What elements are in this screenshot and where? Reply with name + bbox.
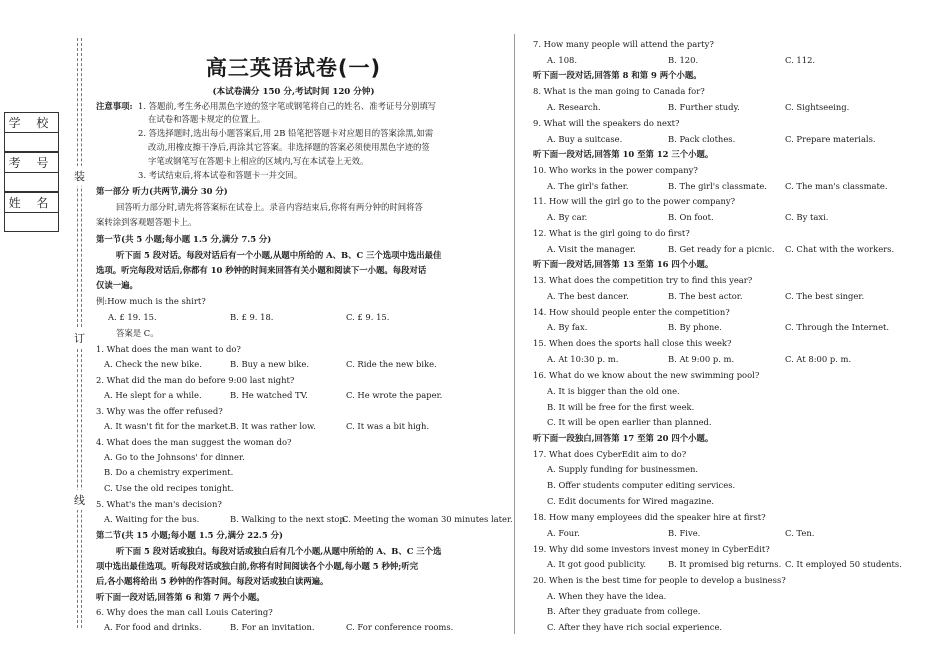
notes-item: 2. 答选择题时,选出每小题答案后,用 2B 铅笔把答题卡对应题目的答案涂黑,如需 [138, 128, 434, 138]
option: B. Five. [668, 528, 701, 538]
option: A. Visit the manager. [547, 244, 636, 254]
section2-instruction: 项中选出最佳选项。听每段对话或独白前,你将有时间阅读各个小题,每小题 5 秒钟;听完 [96, 561, 419, 571]
option: A. Supply funding for businessmen. [547, 464, 699, 474]
example-option: A. £ 19. 15. [108, 312, 157, 322]
option: B. Get ready for a picnic. [668, 244, 775, 254]
option: A. For food and drinks. [104, 622, 202, 632]
exam-number-label: 考 号 [5, 153, 58, 173]
question: 3. Why was the offer refused? [96, 406, 223, 416]
option: C. Edit documents for Wired magazine. [547, 496, 715, 506]
option: C. Prepare materials. [785, 134, 876, 144]
option: B. For an invitation. [230, 622, 315, 632]
name-label: 姓 名 [5, 193, 58, 213]
option: A. 108. [547, 55, 578, 65]
part1-intro: 回答听力部分时,请先将答案标在试卷上。录音内容结束后,你将有两分钟的时间将答 [116, 202, 423, 212]
page-subtitle: (本试卷满分 150 分,考试时间 120 分钟) [212, 87, 375, 97]
question: 4. What does the man suggest the woman do? [96, 437, 292, 447]
binding-mark-zhuang: 装 [74, 166, 85, 186]
option: C. Ten. [785, 528, 815, 538]
option: B. He watched TV. [230, 390, 308, 400]
column-divider [514, 34, 515, 634]
option: C. It was a bit high. [346, 421, 430, 431]
option: B. 120. [668, 55, 699, 65]
option: A. It got good publicity. [547, 559, 647, 569]
school-box [4, 112, 59, 152]
binding-mark-ding: 订 [74, 328, 85, 348]
question: 20. When is the best time for people to develop a business? [533, 575, 786, 585]
option: B. Buy a new bike. [230, 359, 309, 369]
notes-label: 注意事项: [96, 101, 133, 111]
option: C. The man's classmate. [785, 181, 888, 191]
option: A. It is bigger than the old one. [547, 386, 680, 396]
question: 12. What is the girl going to do first? [533, 228, 690, 238]
option: C. Use the old recipes tonight. [104, 483, 234, 493]
option: A. At 10:30 p. m. [547, 354, 619, 364]
option: B. The girl's classmate. [668, 181, 767, 191]
question: 2. What did the man do before 9:00 last night? [96, 375, 295, 385]
option: C. Ride the new bike. [346, 359, 437, 369]
example-option: B. £ 9. 18. [230, 312, 274, 322]
option: A. Buy a suitcase. [547, 134, 623, 144]
option: B. It will be free for the first week. [547, 402, 695, 412]
section1-instruction: 听下面 5 段对话。每段对话后有一个小题,从题中所给的 A、B、C 三个选项中选出最佳 [116, 250, 442, 260]
option: A. The girl's father. [547, 181, 629, 191]
group-heading: 听下面一段对话,回答第 8 和第 9 两个小题。 [533, 70, 702, 80]
option: C. By taxi. [785, 212, 829, 222]
section1-instruction: 仅读一遍。 [96, 280, 138, 290]
option: A. The best dancer. [547, 291, 629, 301]
notes-item: 在试卷和答题卡规定的位置上。 [148, 114, 266, 124]
notes-item: 字笔或钢笔写在答题卡上相应的区域内,写在本试卷上无效。 [148, 156, 369, 166]
question: 8. What is the man going to Canada for? [533, 86, 705, 96]
section1-instruction: 选项。听完每段对话后,你都有 10 秒钟的时间来回答有关小题和阅读下一小题。每段对话 [96, 265, 427, 275]
option: C. Through the Internet. [785, 322, 890, 332]
option: A. Go to the Johnsons' for dinner. [104, 452, 245, 462]
option: B. By phone. [668, 322, 722, 332]
question: 16. What do we know about the new swimming pool? [533, 370, 760, 380]
option: A. He slept for a while. [104, 390, 202, 400]
option: A. When they have the idea. [547, 591, 667, 601]
part1-heading: 第一部分 听力(共两节,满分 30 分) [96, 186, 228, 196]
question: 13. What does the competition try to find this year? [533, 275, 753, 285]
option: C. At 8:00 p. m. [785, 354, 852, 364]
option: B. Walking to the next stop. [230, 514, 348, 524]
option: B. It promised big returns. [668, 559, 782, 569]
notes-item: 1. 答题前,考生务必用黑色字迹的签字笔或钢笔将自己的姓名、准考证号分别填写 [138, 101, 437, 111]
question: 19. Why did some investors invest money in CyberEdit? [533, 544, 770, 554]
option: B. At 9:00 p. m. [668, 354, 735, 364]
example-question: 例:How much is the shirt? [96, 296, 206, 306]
option: C. After they have rich social experience. [547, 622, 723, 632]
option: B. It was rather low. [230, 421, 316, 431]
section2-heading: 第二节(共 15 小题;每小题 1.5 分,满分 22.5 分) [96, 530, 283, 540]
section1-heading: 第一节(共 5 小题;每小题 1.5 分,满分 7.5 分) [96, 234, 272, 244]
option: B. After they graduate from college. [547, 606, 701, 616]
group-heading: 听下面一段独白,回答第 17 至第 20 四个小题。 [533, 433, 714, 443]
option: C. He wrote the paper. [346, 390, 443, 400]
exam-number-box [4, 152, 59, 192]
section2-instruction: 听下面 5 段对话或独白。每段对话或独白后有几个小题,从题中所给的 A、B、C 三个选 [116, 546, 442, 556]
option: B. Pack clothes. [668, 134, 736, 144]
group-heading: 听下面一段对话,回答第 10 至第 12 三个小题。 [533, 149, 714, 159]
question: 18. How many employees did the speaker hire at first? [533, 512, 766, 522]
option: C. The best singer. [785, 291, 865, 301]
option: B. Do a chemistry experiment. [104, 467, 234, 477]
question: 7. How many people will attend the party? [533, 39, 714, 49]
question: 15. When does the sports hall close this week? [533, 338, 732, 348]
page-title: 高三英语试卷(一) [205, 56, 382, 80]
example-answer: 答案是 C。 [116, 328, 159, 338]
option: B. On foot. [668, 212, 714, 222]
question: 10. Who works in the power company? [533, 165, 698, 175]
option: A. Four. [547, 528, 580, 538]
question: 14. How should people enter the competition? [533, 307, 730, 317]
example-option: C. £ 9. 15. [346, 312, 390, 322]
group-heading: 听下面一段对话,回答第 6 和第 7 两个小题。 [96, 592, 265, 602]
option: A. Check the new bike. [104, 359, 202, 369]
option: B. The best actor. [668, 291, 743, 301]
part1-intro: 案转涂到客观题答题卡上。 [96, 217, 197, 227]
school-label: 学 校 [5, 113, 58, 133]
option: B. Offer students computer editing services. [547, 480, 736, 490]
question: 9. What will the speakers do next? [533, 118, 680, 128]
option: A. By car. [547, 212, 588, 222]
option: C. It employed 50 students. [785, 559, 902, 569]
option: C. Sightseeing. [785, 102, 850, 112]
option: A. Waiting for the bus. [104, 514, 200, 524]
binding-mark-xian: 线 [74, 490, 85, 510]
name-box [4, 192, 59, 232]
question: 17. What does CyberEdit aim to do? [533, 449, 687, 459]
option: A. Research. [547, 102, 601, 112]
section2-instruction: 后,各小题将给出 5 秒钟的作答时间。每段对话或独白读两遍。 [96, 576, 329, 586]
option: C. 112. [785, 55, 816, 65]
option: A. By fax. [547, 322, 588, 332]
option: B. Further study. [668, 102, 740, 112]
notes-item: 改动,用橡皮擦干净后,再涂其它答案。非选择题的答案必须使用黑色字迹的签 [148, 142, 430, 152]
question: 1. What does the man want to do? [96, 344, 241, 354]
notes-item: 3. 考试结束后,将本试卷和答题卡一并交回。 [138, 170, 303, 180]
option: C. Chat with the workers. [785, 244, 895, 254]
option: C. It will be open earlier than planned. [547, 417, 712, 427]
question: 5. What's the man's decision? [96, 499, 222, 509]
option: C. For conference rooms. [346, 622, 454, 632]
group-heading: 听下面一段对话,回答第 13 至第 16 四个小题。 [533, 259, 714, 269]
question: 11. How will the girl go to the power company? [533, 196, 736, 206]
question: 6. Why does the man call Louis Catering? [96, 607, 273, 617]
option: A. It wasn't fit for the market. [104, 421, 231, 431]
option: C. Meeting the woman 30 minutes later. [342, 514, 513, 524]
